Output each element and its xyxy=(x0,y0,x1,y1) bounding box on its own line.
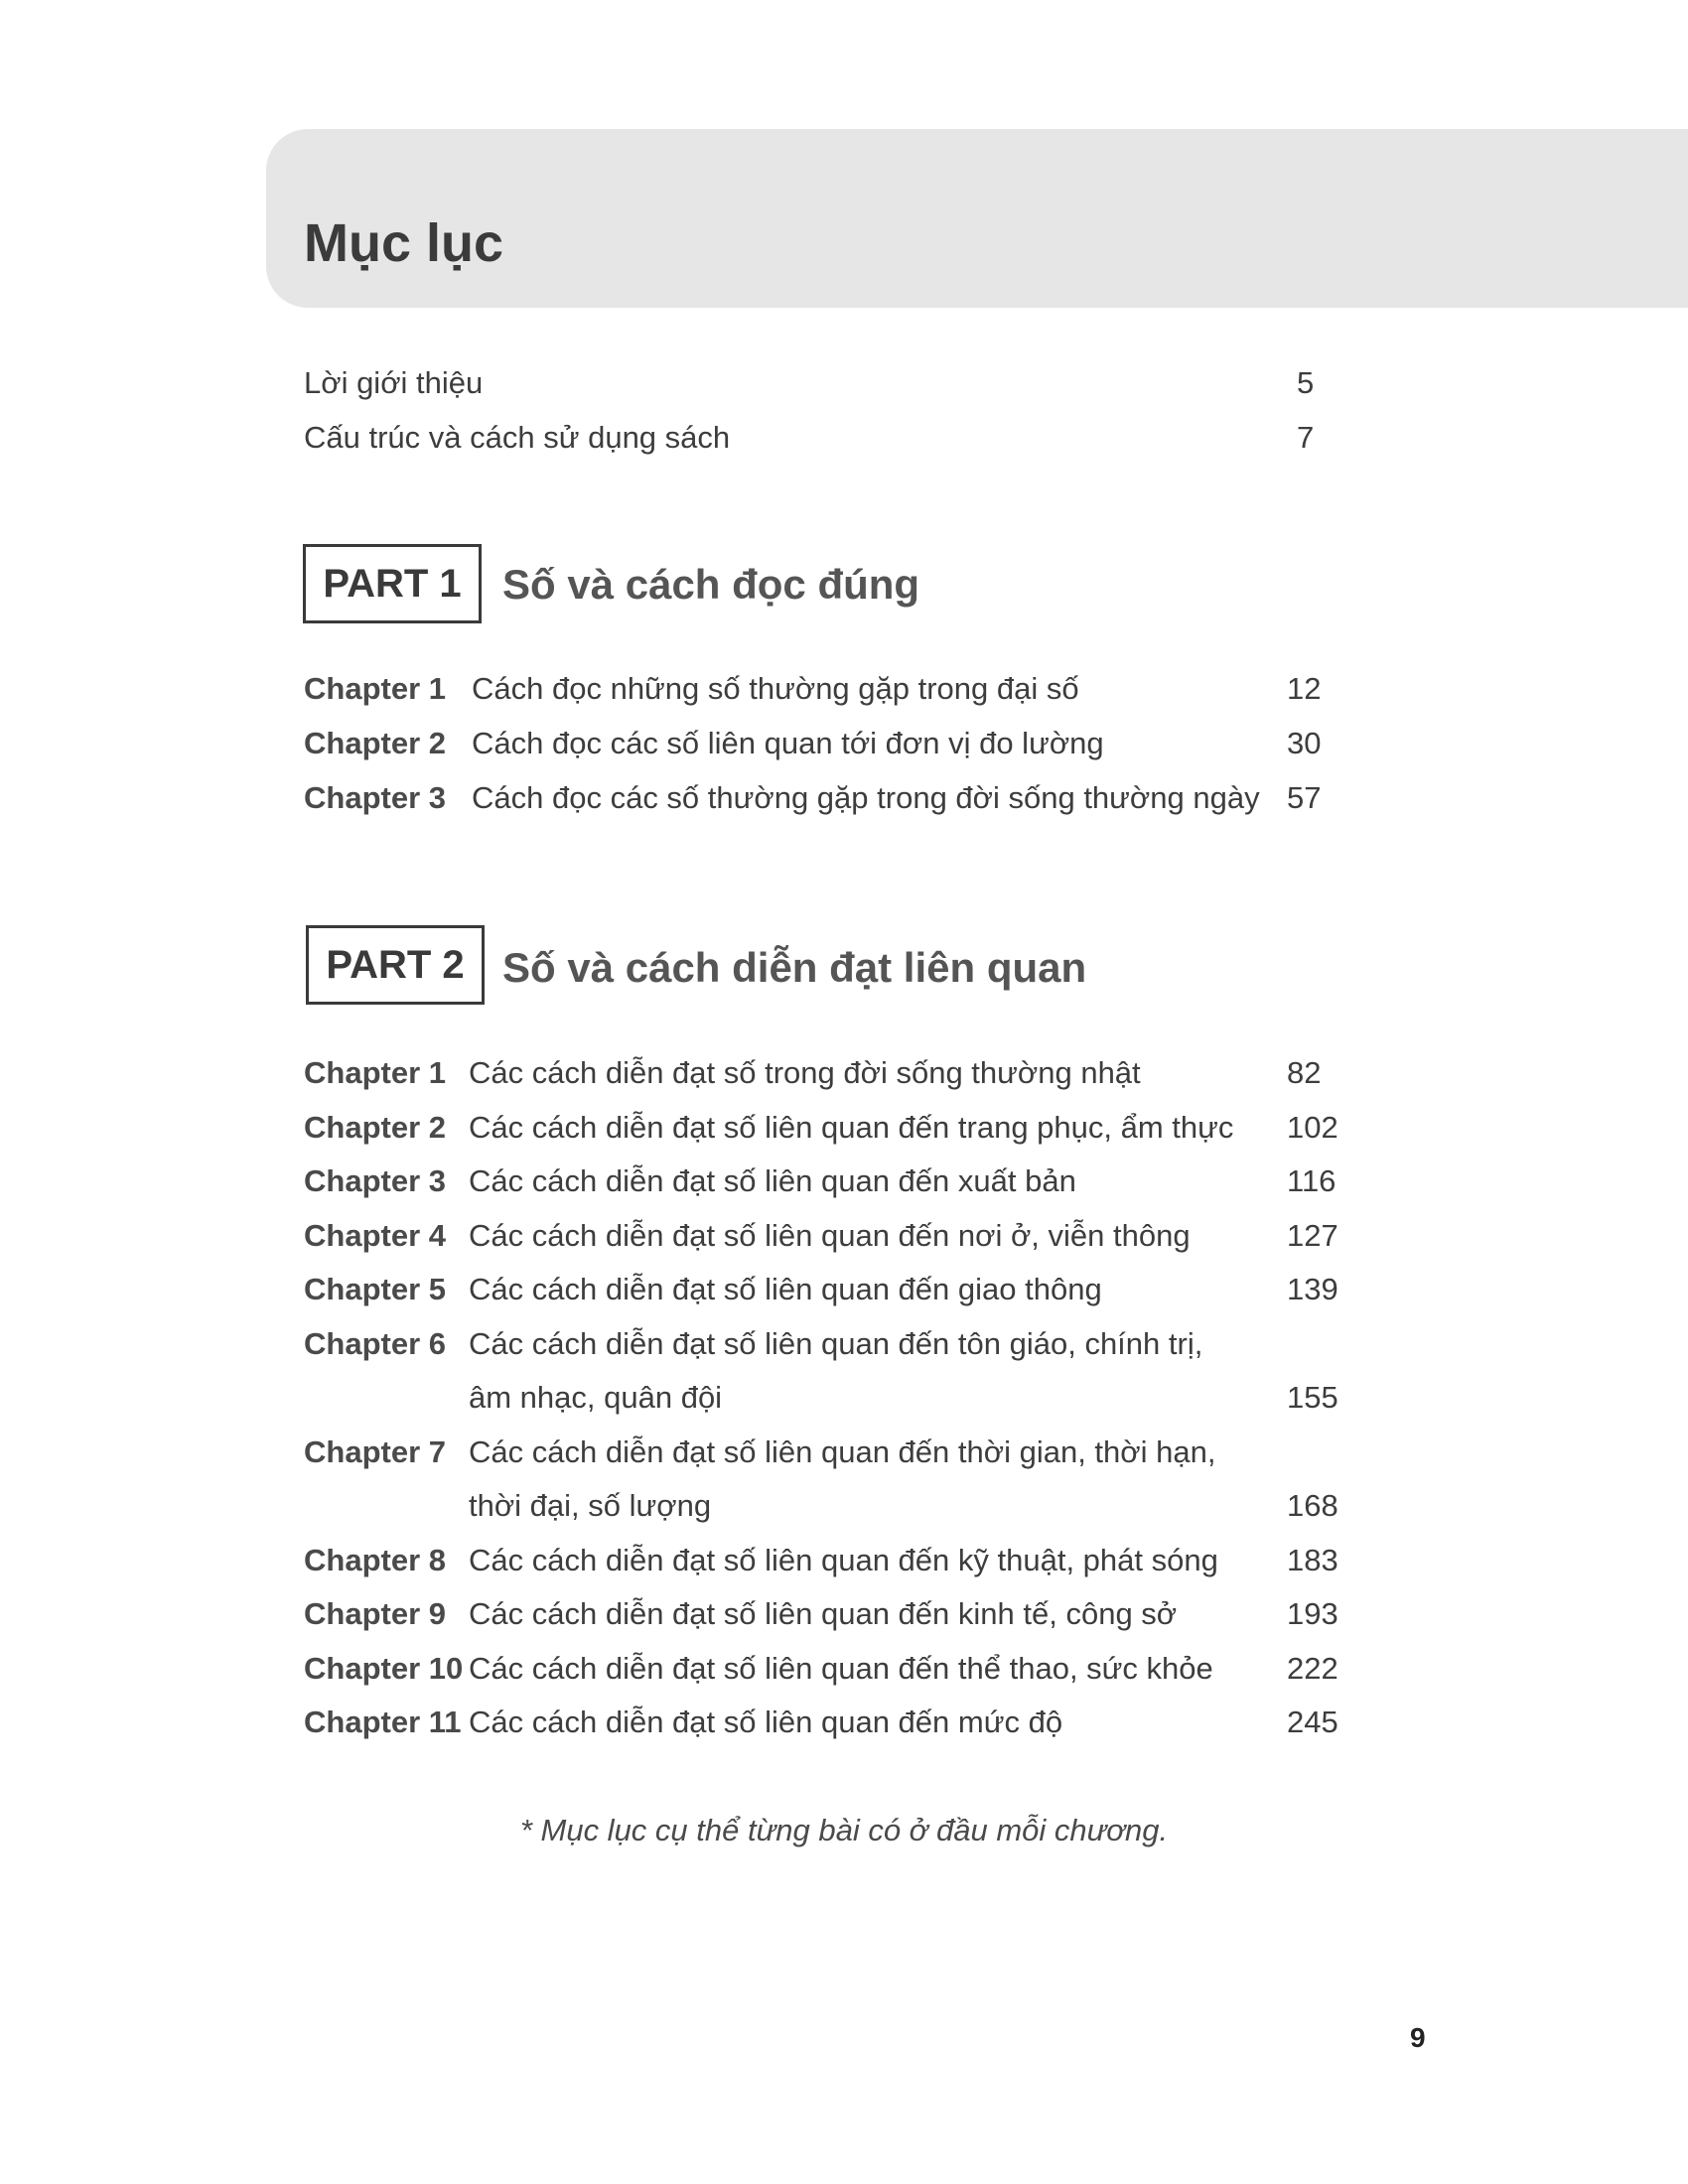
chapter-label: Chapter 9 xyxy=(304,1596,446,1631)
chapter-page: 139 xyxy=(1287,1272,1338,1306)
chapter-label: Chapter 4 xyxy=(304,1217,446,1253)
entry-page: 5 xyxy=(1297,365,1315,400)
chapter-title: Cách đọc các số thường gặp trong đời sống thường ngày xyxy=(472,780,1260,815)
chapter-label: Chapter 1 xyxy=(304,1055,446,1090)
part-2-title: Số và cách diễn đạt liên quan xyxy=(502,944,1087,991)
footnote: * Mục lục cụ thể từng bài có ở đầu mỗi chương. xyxy=(519,1813,1169,1847)
chapter-page: 245 xyxy=(1287,1705,1338,1739)
chapter-title: thời đại, số lượng xyxy=(469,1488,712,1523)
chapter-title: Các cách diễn đạt số liên quan đến nơi ở, viễn thông xyxy=(469,1217,1191,1253)
chapter-title: Các cách diễn đạt số liên quan đến mức độ xyxy=(469,1705,1063,1739)
chapter-title: âm nhạc, quân đội xyxy=(469,1380,723,1415)
page-title: Mục lục xyxy=(304,213,504,273)
chapter-title: Các cách diễn đạt số liên quan đến kinh tế, công sở xyxy=(469,1596,1178,1631)
chapter-label: Chapter 3 xyxy=(304,780,446,815)
part-1-badge: PART 1 xyxy=(303,544,482,623)
toc-entry-structure[interactable] xyxy=(304,418,1315,458)
chapter-label: Chapter 7 xyxy=(304,1433,446,1469)
toc-entry-introduction[interactable] xyxy=(304,363,1315,403)
chapter-label: Chapter 8 xyxy=(304,1542,446,1577)
chapter-title: Cách đọc những số thường gặp trong đại số xyxy=(472,671,1079,706)
part-1-title: Số và cách đọc đúng xyxy=(502,561,920,608)
chapter-page: 168 xyxy=(1287,1488,1338,1523)
chapter-page: 82 xyxy=(1287,1055,1322,1090)
chapter-page: 102 xyxy=(1287,1109,1338,1145)
chapter-label: Chapter 10 xyxy=(304,1650,464,1686)
chapter-page: 30 xyxy=(1287,726,1322,760)
chapter-page: 193 xyxy=(1287,1596,1338,1631)
chapter-page: 116 xyxy=(1287,1163,1336,1198)
entry-label: Lời giới thiệu xyxy=(304,365,484,400)
chapter-label: Chapter 3 xyxy=(304,1163,446,1198)
chapter-title: Cách đọc các số liên quan tới đơn vị đo lường xyxy=(472,726,1104,760)
chapter-title: Các cách diễn đạt số liên quan đến thời gian, thời hạn, xyxy=(469,1433,1216,1469)
chapter-title: Các cách diễn đạt số liên quan đến kỹ thuật, phát sóng xyxy=(469,1542,1218,1577)
chapter-page: 155 xyxy=(1287,1380,1338,1415)
entry-label: Cấu trúc và cách sử dụng sách xyxy=(304,420,731,455)
chapter-page: 183 xyxy=(1287,1542,1338,1577)
part-2-badge: PART 2 xyxy=(306,925,485,1005)
page-number: 9 xyxy=(1410,2022,1426,2053)
chapter-title: Các cách diễn đạt số trong đời sống thường nhật xyxy=(469,1055,1141,1090)
chapter-title: Các cách diễn đạt số liên quan đến tôn giáo, chính trị, xyxy=(469,1325,1203,1361)
chapter-page: 222 xyxy=(1287,1650,1338,1686)
chapter-title: Các cách diễn đạt số liên quan đến giao thông xyxy=(469,1272,1102,1306)
chapter-label: Chapter 6 xyxy=(304,1325,446,1361)
chapter-page: 127 xyxy=(1287,1217,1338,1253)
chapter-label: Chapter 11 xyxy=(304,1705,462,1739)
chapter-page: 12 xyxy=(1287,671,1322,706)
chapter-label: Chapter 2 xyxy=(304,726,446,760)
chapter-label: Chapter 1 xyxy=(304,671,446,706)
chapter-title: Các cách diễn đạt số liên quan đến xuất bản xyxy=(469,1163,1076,1198)
chapter-title: Các cách diễn đạt số liên quan đến thể thao, sức khỏe xyxy=(469,1650,1213,1686)
chapter-title: Các cách diễn đạt số liên quan đến trang phục, ẩm thực xyxy=(469,1109,1234,1145)
chapter-label: Chapter 5 xyxy=(304,1272,446,1306)
chapter-page: 57 xyxy=(1287,780,1322,815)
chapter-label: Chapter 2 xyxy=(304,1109,446,1145)
entry-page: 7 xyxy=(1297,420,1315,455)
